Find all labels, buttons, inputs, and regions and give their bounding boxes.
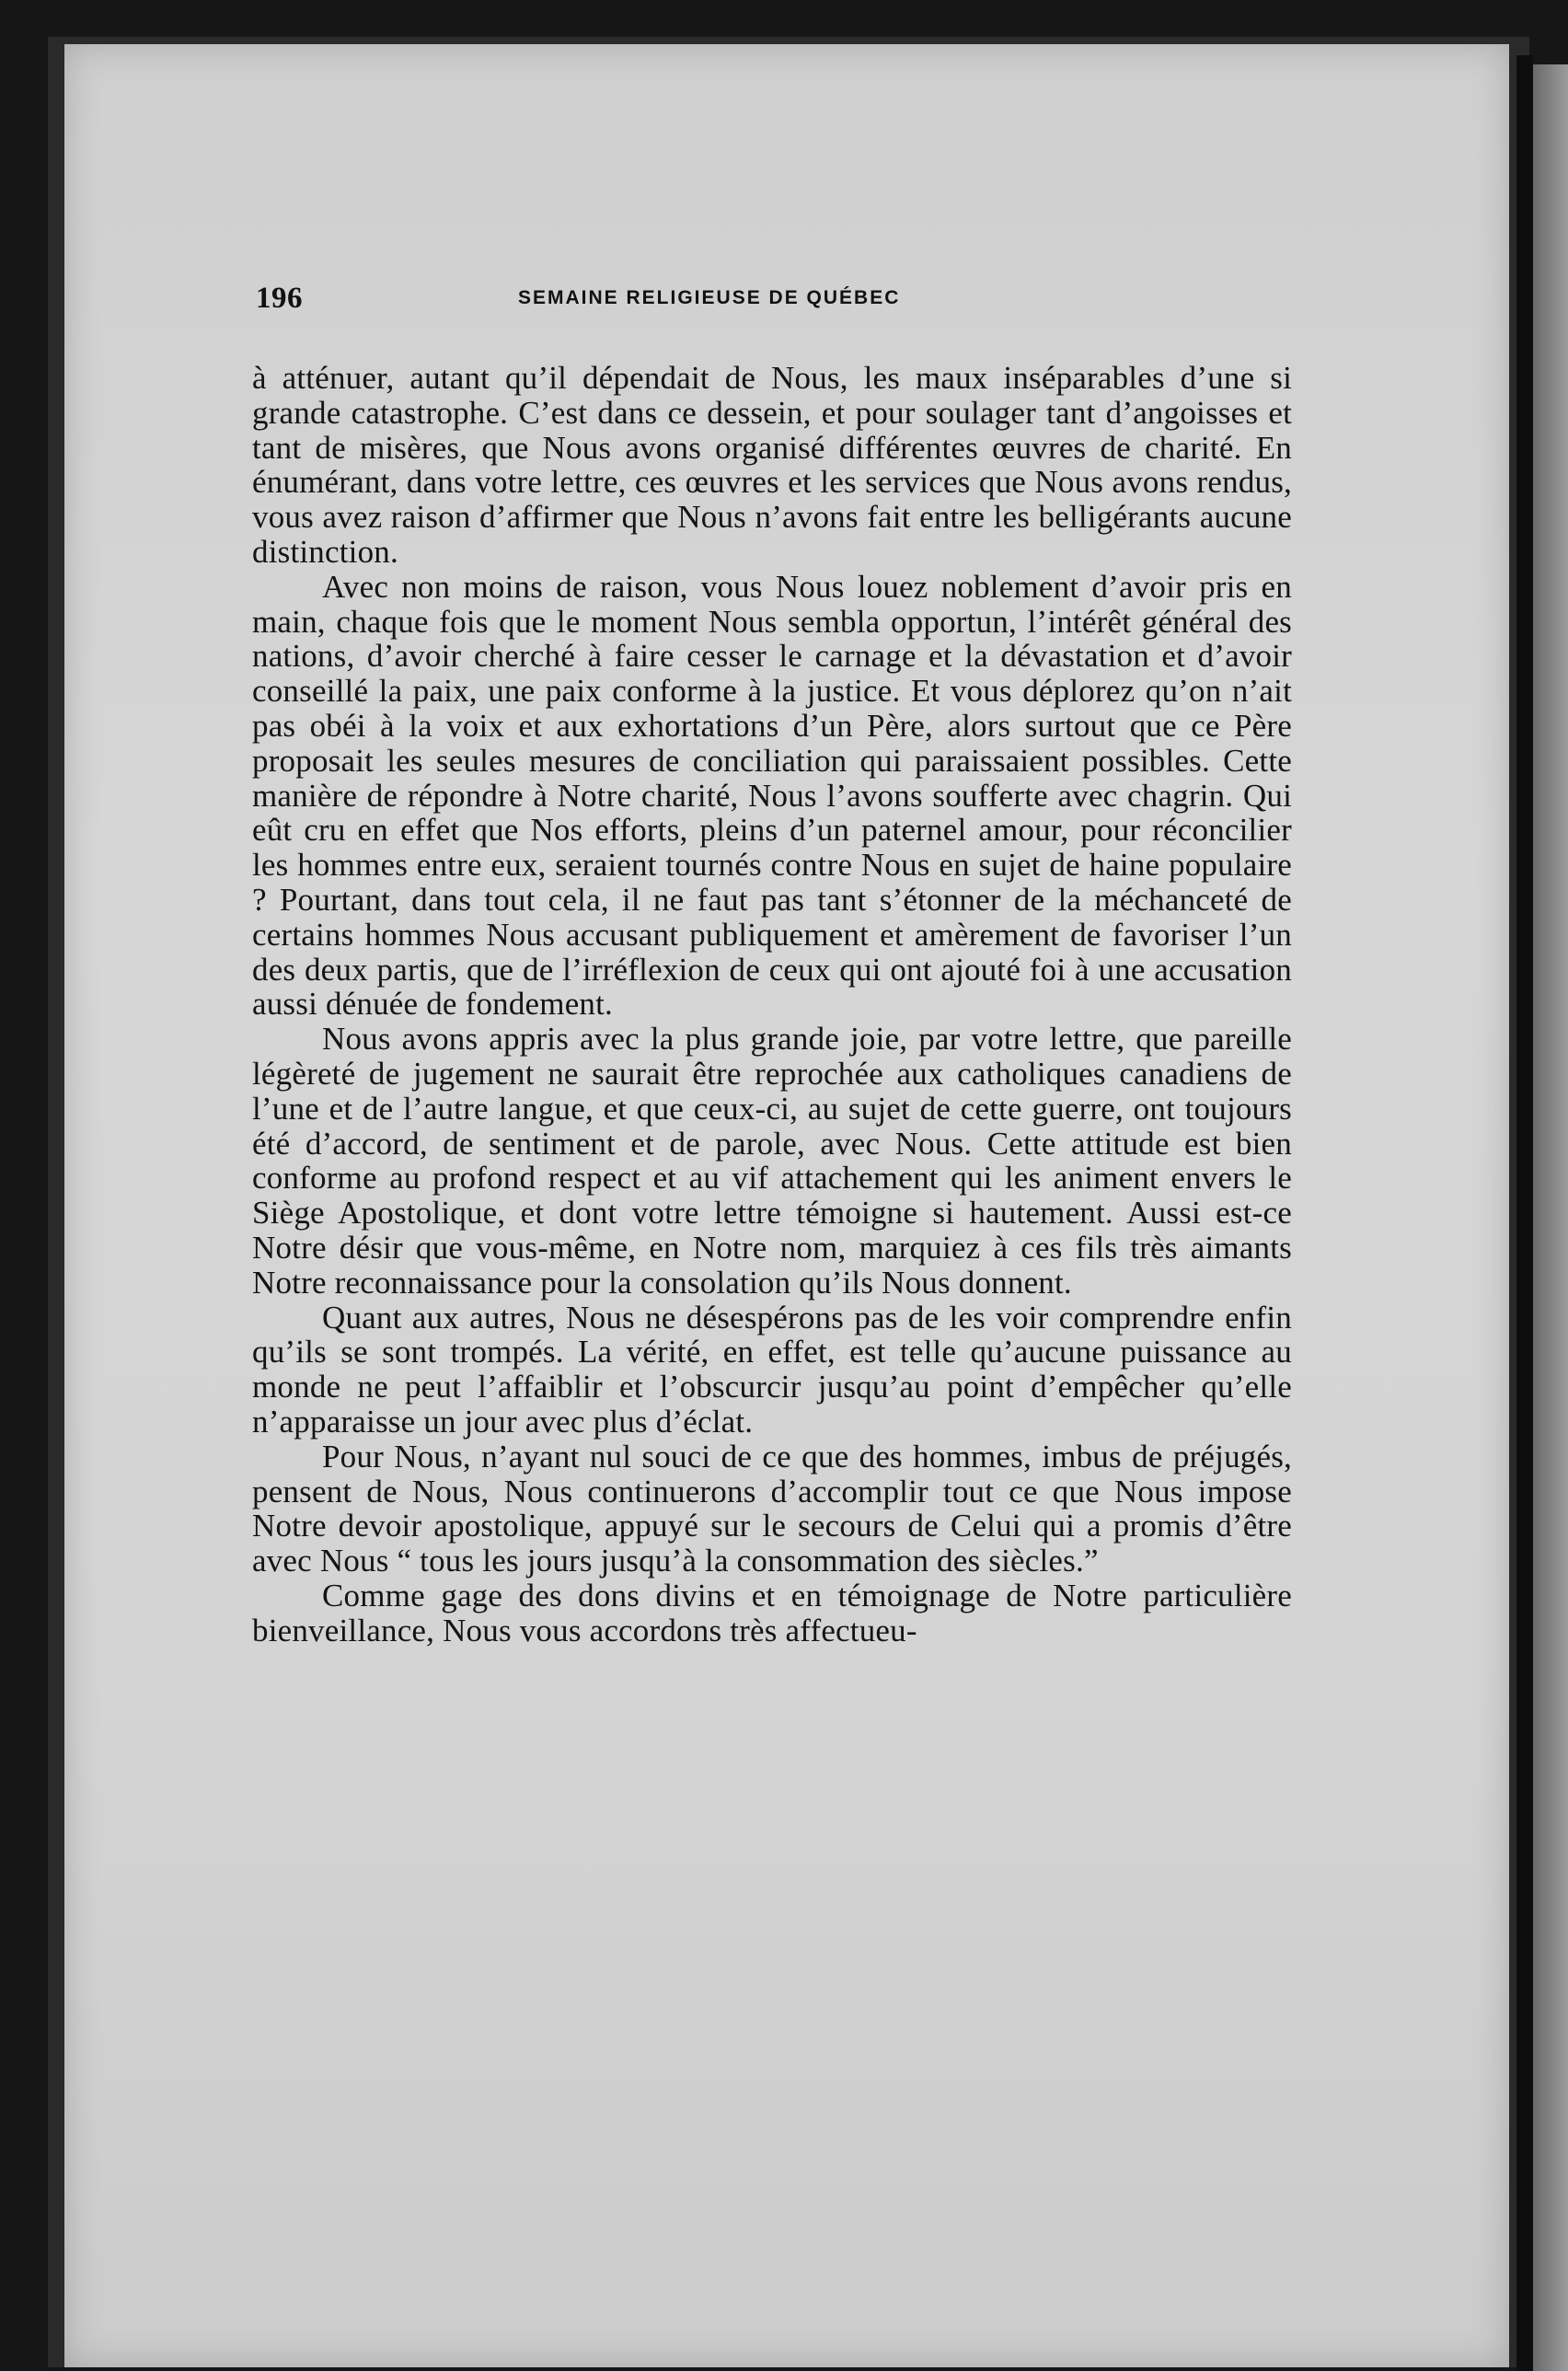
paragraph: Quant aux autres, Nous ne désespérons pas de les voir comprendre enfin qu’ils se sont trompés. La vérité, en effet, est telle qu’aucune puissance au monde ne peut l’affaiblir et l’obscurcir jusqu’au point d’empêcher qu’elle n’apparaisse un jour avec plus d’éclat. xyxy=(252,1299,1292,1440)
page-number: 196 xyxy=(256,282,303,315)
paragraph: Avec non moins de raison, vous Nous louez noblement d’avoir pris en main, chaque fois que le moment Nous sembla opportun, l’intérêt général des nations, d’avoir cherché à faire cesser le carnage et la dévastation et d’avoir conseillé la paix, une paix conforme à la justice. Et vous déplorez qu’on n’ait pas obéi à la voix et aux exhortations d’un Père, alors surtout que ce Père proposait les seules mesures de conciliation qui paraissaient possibles. Cette manière de répondre à Notre charité, Nous l’avons soufferte avec chagrin. Qui eût cru en effet que Nos efforts, pleins d’un paternel amour, pour réconcilier les hommes entre eux, seraient tournés contre Nous en sujet de haine populaire ? Pourtant, dans tout cela, il ne faut pas tant s’étonner de la méchanceté de certains hommes Nous accusant publiquement et amèrement de favoriser l’un des deux partis, que de l’irréflexion de ceux qui ont ajouté foi à une accusation aussi dénuée de fondement. xyxy=(252,568,1292,1023)
adjacent-page-edge xyxy=(1533,64,1568,2371)
paragraph: Nous avons appris avec la plus grande joie, par votre lettre, que pareille légèreté de jugement ne saurait être reprochée aux catholiques canadiens de l’une et de l’autre langue, et que ceux-ci, au sujet de cette guerre, ont toujours été d’accord, de sentiment et de parole, avec Nous. Cette attitude est bien conforme au profond respect et au vif attachement qui les animent envers le Siège Apostolique, et dont votre lettre témoigne si hautement. Aussi est-ce Notre désir que vous-même, en Notre nom, marquiez à ces fils très aimants Notre reconnaissance pour la consolation qu’ils Nous donnent. xyxy=(252,1021,1292,1301)
page-gutter xyxy=(1516,55,1533,2371)
body-text xyxy=(252,361,1292,1648)
journal-title: SEMAINE RELIGIEUSE DE QUÉBEC xyxy=(518,287,901,308)
paragraph: à atténuer, autant qu’il dépendait de Nous, les maux inséparables d’une si grande catastrophe. C’est dans ce dessein, et pour soulager tant d’angoisses et tant de misères, que Nous avons organisé différentes œuvres de charité. En énumérant, dans votre lettre, ces œuvres et les services que Nous avons rendus, vous avez raison d’affirmer que Nous n’avons fait entre les belligérants aucune distinction. xyxy=(252,360,1292,570)
paragraph: Pour Nous, n’ayant nul souci de ce que des hommes, imbus de préjugés, pensent de Nous, Nous continuerons d’accomplir tout ce que Nous impose Notre devoir apostolique, appuyé sur le secours de Celui qui a promis d’être avec Nous “ tous les jours jusqu’à la consommation des siècles.” xyxy=(252,1438,1292,1579)
running-head xyxy=(256,282,1056,322)
paragraph: Comme gage des dons divins et en témoignage de Notre particulière bienveillance, Nous vous accordons très affectueu- xyxy=(252,1577,1292,1648)
